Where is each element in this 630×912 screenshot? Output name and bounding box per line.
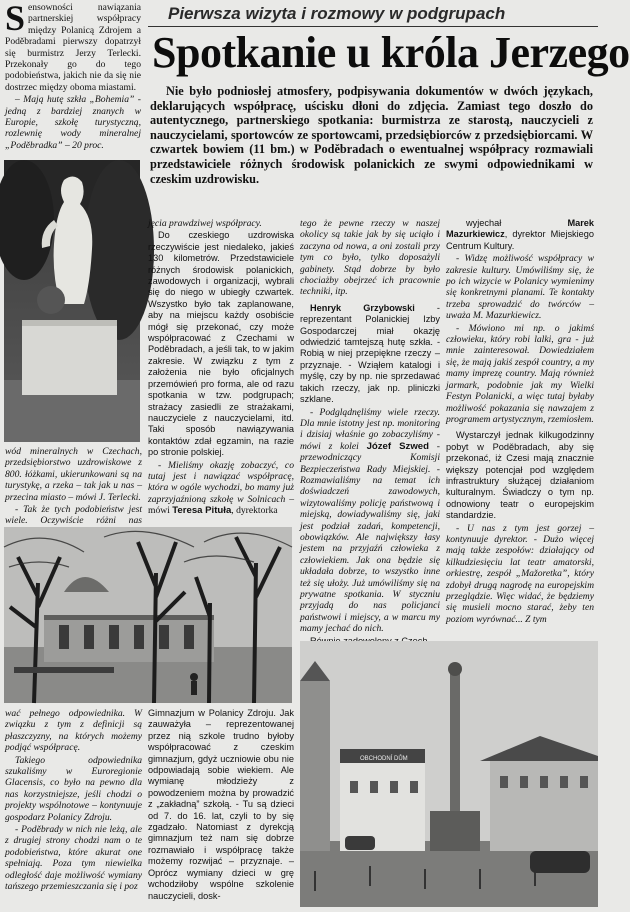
column-4 bbox=[446, 218, 594, 636]
store-sign: OBCHODNÍ DŮM bbox=[360, 756, 408, 762]
kicker-bar bbox=[148, 4, 598, 27]
mazurkiewicz-role: , dyrektor Miejskiego Centrum Kultury. bbox=[446, 229, 594, 251]
left-bottom-paragraph-1: wać pełnego odpowiednika. W związku z tym z definicji są płaszczyzny, na których możemy podjąć współpracę. bbox=[5, 708, 142, 754]
column-2 bbox=[148, 218, 294, 534]
article-title: Spotkanie u króla Jerzego bbox=[152, 28, 630, 77]
mazurkiewicz-intro: wyjechał bbox=[466, 218, 568, 228]
szwed-quote: - Podglądnęliśmy wiele rzeczy. Dla mnie istotny jest np. monitoring i dzisiaj właśnie go zobaczyliśmy - mówi z kolei bbox=[300, 406, 440, 452]
szwed-name: Józef Szwed bbox=[366, 440, 430, 452]
infrastructure-paragraph: Wystarczył jednak kilkugodzinny pobyt w Poděbradach, aby się przekonać, iż Czesi mają znacznie większy potencjał pod względem infrastruktury służącej działaniom kulturalnym. Świadczy o tym np. odnowiony teatr o europejskim standardzie. bbox=[446, 430, 594, 521]
culture-quote-1: - Widzę możliwość współpracy w zakresie kultury. Umówiliśmy się, że po ich wizycie w Polanicy wymienimy się konkretnymi planami. Te kontakty trzeba sprowadzić do twórców – uważa M. Mazurkiewicz. bbox=[446, 253, 594, 322]
mazurkiewicz-name: Marek Mazurkiewicz bbox=[446, 218, 594, 240]
speaker-name: Teresa Pituła bbox=[172, 505, 232, 517]
speaker-role: , dyrektorka bbox=[231, 505, 278, 517]
column-2-bottom-paragraph: Gimnazjum w Polanicy Zdroju. Jak zauważyła – reprezentowanej przez nią szkole trudno byłoby współpracować z czeskim gimnazjum, gdyż uczniowie obu nie odpowiadają sobie wiekiem. Ale wymianę młodzieży z powodzeniem można by prowadzić z „zakładną” szkołą. - Tu są dzieci od 7. do 16. lat, czyli to by się zgadzało. Natomiast z dyrekcją gimnazjum też nam się dobrze rozmawiało i współpracę także możemy rozwijać – przyznaje. – Oprócz wymiany dzieci w grę wchodziłoby wspólne szkolenie nauczycieli, dosk- bbox=[148, 708, 294, 901]
town-square-photo bbox=[300, 641, 598, 907]
park-photo bbox=[4, 527, 292, 703]
column-2-continuation: jęcia prawdziwej współpracy. bbox=[148, 218, 262, 229]
statue-photo bbox=[4, 160, 140, 442]
left-middle-column bbox=[5, 446, 142, 527]
szwed-paragraph: - przewodniczący Komisji Bezpieczeństwa Rady Miejskiej. - Rozmawialiśmy na temat ich doświadczeń zawodowych, wizytowaliśmy policję państwową i miejską, dowiadywaliśmy się, jaki jest podział zadań, kompetencji, obowiązków. Ale największy łasy jestem na przyjaźń człowieka z człowiekiem. Jak ona będzie się układała dobrze, to wszystko inne też się ułoży. Już umówiliśmy się na prywatne spotkania. W styczniu przyjadą do nas policjanci państwowi i miejscy, a w marcu my mamy jechać do nich. bbox=[300, 440, 441, 635]
left-bottom-paragraph-2: Takiego odpowiednika szukaliśmy w Euroregionie Glacensis, co było na pewno dla nas korzystniejsze, jeśli chodzi o projekty wspólnotowe – kontynuuje gospodarz Polanicy Zdroju. bbox=[5, 754, 142, 823]
column-2-bottom bbox=[148, 708, 294, 906]
column-2-paragraph: Do czeskiego uzdrowiska rzeczywiście jest niedaleko, jakieś 130 kilometrów. Przedstawiciele różnych środowisk polanickich, zawodowych i organizacji, wybrali się do niego w ubiegły czwartek. Wszystko było tak zaplanowane, aby na miejscu każdy osobiście mógł się przekonać, czy może współpracować z Czechami w Poděbradach, a jeśli tak, to w jakim zakresie. W związku z tym z założenia nie było oficjalnych przemówień pro forma, ale od razu spotkania w tzw. podgrupach; strażacy zasiedli ze strażakami, nauczyciele z nauczycielami, itd. Taki sposób nawiązywania kontaktów zdał egzamin, na razie po stronie polskiej. bbox=[148, 230, 294, 458]
column-3-continuation: tego że pewne rzeczy w naszej okolicy są takie jak by się uciąło i zaczyna od nowa, a oni zostali przy tym co było, tylko doposażyli gabinety. Stąd dobrze by było chociażby obejrzeć ich pracownie techniki, itp. bbox=[300, 218, 440, 298]
grzybowski-paragraph: - reprezentant Polanickiej Izby Gospodarczej miał okazję odwiedzić tamtejszą hutę szkła. - Robią w niej przepiękne rzeczy – przyznaje. - Wziąłem katalogi i myślę, czy by np. nie sprzedawać takich rzeczy, jak np. pliniczki szklane. bbox=[300, 302, 440, 405]
drop-cap: S bbox=[5, 0, 26, 38]
terlecki-quote: – Mają hutę szkła „Bohemia” - jedną z bardziej znanych w Europie, szkołę turystyczną, rozlewnię wody mineralnej „Poděbradka” – 20 proc. bbox=[5, 94, 141, 151]
lead-paragraph: Nie było podniosłej atmosfery, podpisywania dokumentów w dwóch językach, deklarujących współpracę, uścisku dłoni do zdjęcia. Zamiast tego doszło do autentycznego, partnerskiego spotkania: burmistrza ze starostą, nauczycieli z nauczycielami, sportowców ze sportowcami, przedsiębiorców z przedsiębiorcami. W czwartek bowiem (11 bm.) w Poděbradach o ewentualnej współpracy rozmawiali przedstawiciele różnych środowisk polanickich ze swymi odpowiednikami w czeskim uzdrowisku. bbox=[150, 84, 593, 186]
culture-quote-3: - U nas z tym jest gorzej – kontynuuje dyrektor. - Dużo więcej mają także zespołów: działający od kilkudziesięciu lat teatr amatorski, orkiestrę, zespół „Mažoretka”, który zdobył drugą nagrodę na europejskim przeglądzie. Więc widać, że będziemy się musieli mocno starać, żeby ten poziom wyrównać... Z tym bbox=[446, 522, 594, 625]
left-middle-paragraph-2: - Tak że tych podobieństw jest wiele. Oczywiście różni nas bbox=[5, 504, 142, 527]
culture-quote-2: - Mówiono mi np. o jakimś człowieku, który robi lalki, gra - już mnie zainteresował. Dowiedziałem się, że mają jakiś zespół country, a my mamy imprezę country. Mają również jarmark, podobnie jak my Wielki Festyn Polanicki, a więc tutaj byłaby możliwość pokazania się nawzajem z programem artystycznym, rzemiosłem. bbox=[446, 322, 594, 425]
left-bottom-paragraph-3: - Poděbrady w nich nie leżą, ale z drugiej strony chodzi nam o te podobieństwa, które akurat one spełniają. Poza tym niewielka odległość daje możliwość wymiany tańszego przemieszczania się i poz bbox=[5, 824, 142, 893]
speaker-intro: – mówi bbox=[148, 493, 294, 517]
intro-paragraph: ensowności nawiązania partnerskiej współpracy między Polanicą Zdrojem a Poděbradami pierwszy dopatrzył się burmistrz Jerzy Terlecki. Przekonały go do tego podobieństwa, jakich nie da się nie dostrzec między oboma miastami. bbox=[5, 2, 141, 93]
left-bottom-column bbox=[5, 708, 142, 906]
left-middle-paragraph-1: wód mineralnych w Czechach, przedsiębiorstwo uzdrowiskowe z 800. łóżkami, ukierunkowani są na turystykę, a rzeka – tak jak u nas – przecina miasto – mówi J. Terlecki. bbox=[5, 446, 142, 503]
article-lead bbox=[150, 84, 593, 216]
pitula-quote: - Mieliśmy okazję zobaczyć, co tutaj jest i nawiązać współpracę, która w ogóle wychodzi, bo mamy już zaprzyjaźnioną szkołę w Solnicach bbox=[148, 459, 294, 505]
grzybowski-name: Henryk Grzybowski bbox=[310, 302, 415, 313]
article-kicker: Pierwsza wizyta i rozmowy w podgrupach bbox=[168, 4, 506, 23]
column-3 bbox=[300, 218, 440, 640]
intro-column bbox=[5, 2, 141, 158]
